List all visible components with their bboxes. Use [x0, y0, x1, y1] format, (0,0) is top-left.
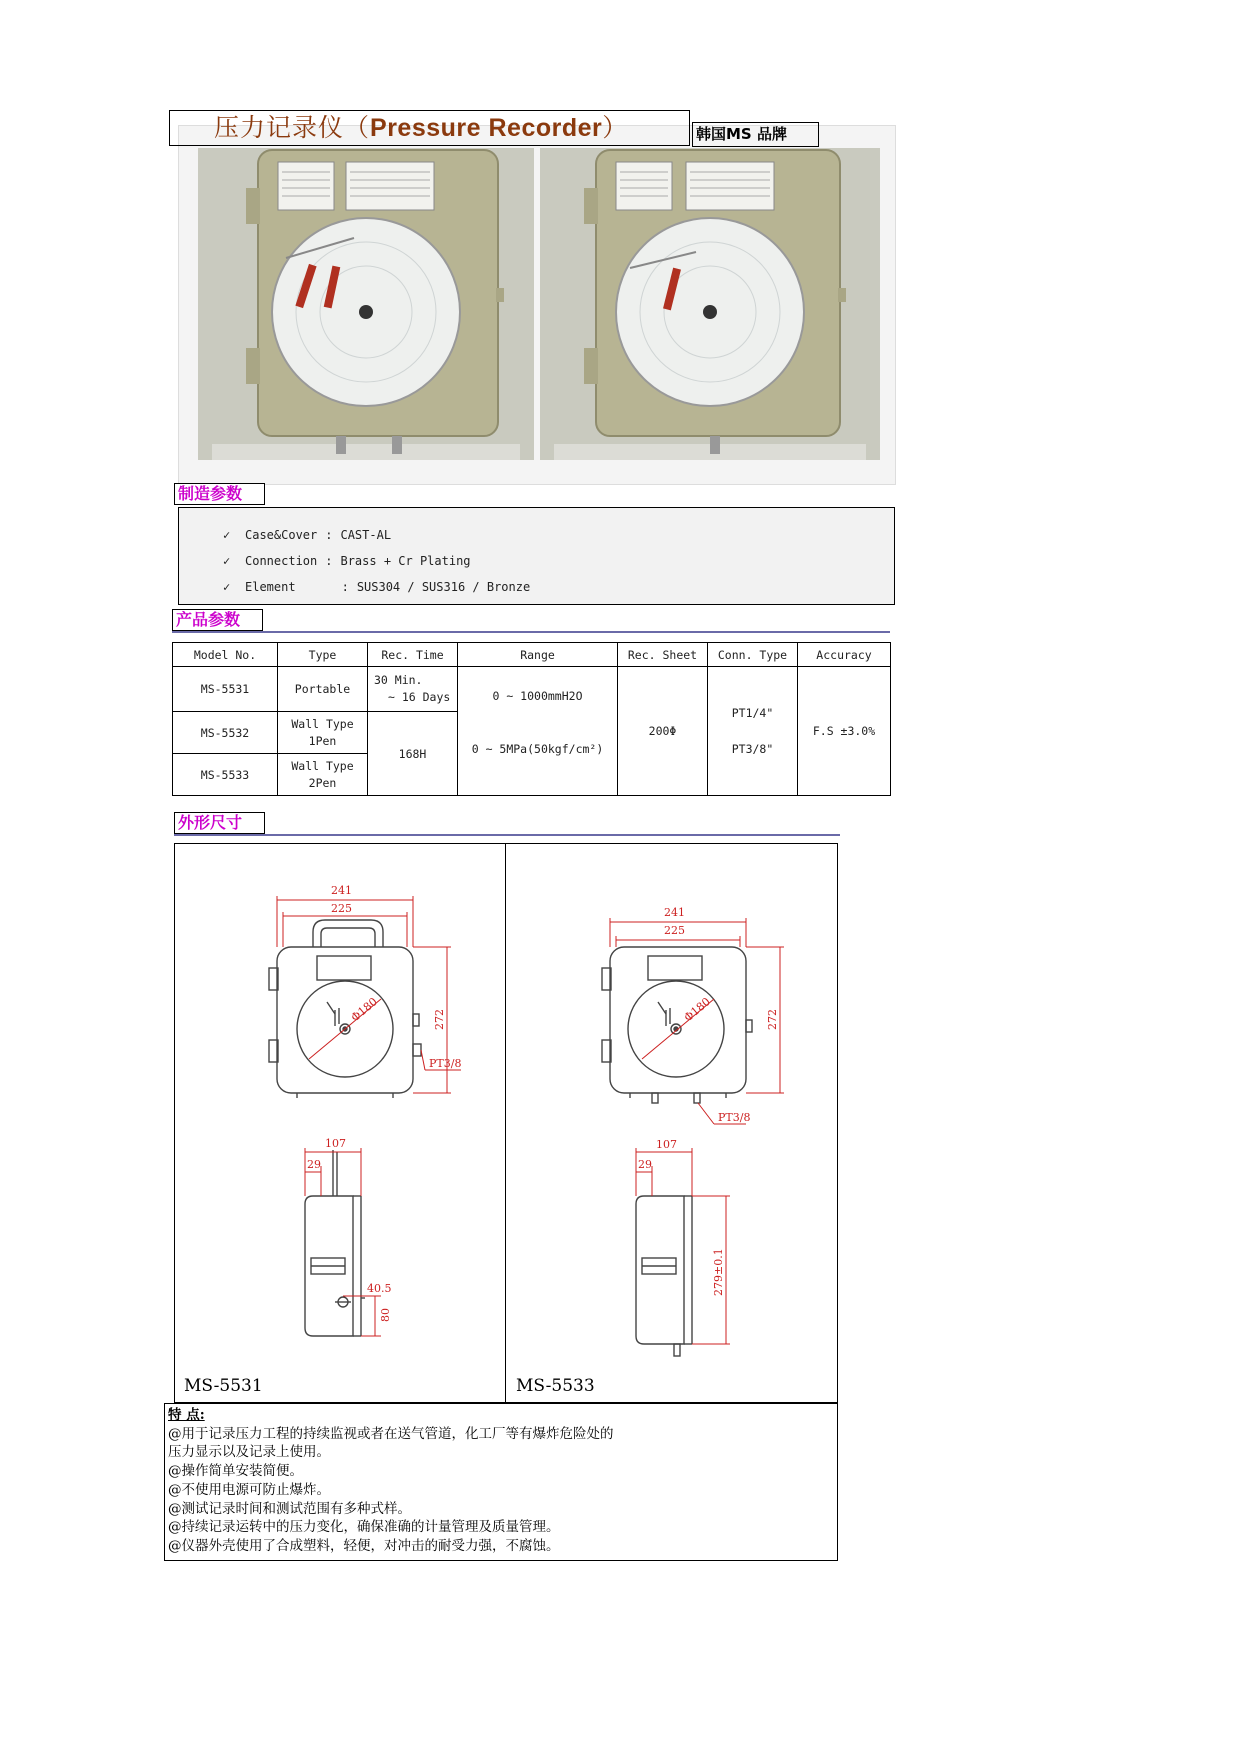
cell-model: MS-5532	[173, 712, 278, 754]
mfg-label: Case&Cover	[245, 528, 318, 542]
mfg-line-case	[223, 528, 391, 542]
cell-accuracy: F.S ±3.0%	[798, 667, 891, 796]
mfg-value: SUS304 / SUS316 / Bronze	[356, 580, 531, 594]
drawing-caption-left: MS-5531	[184, 1376, 263, 1396]
cell-type	[278, 712, 368, 754]
col-header: Accuracy	[798, 643, 891, 667]
conn-line-1: PT1/4"	[731, 706, 774, 720]
title-cn: 压力记录仪（	[214, 113, 371, 142]
dim-225: 225	[331, 902, 352, 915]
table-header-row	[173, 643, 891, 667]
section-rule	[172, 631, 890, 633]
cell-range-1: 0 ~ 1000mmH2O	[458, 667, 618, 712]
dim-225: 225	[664, 924, 685, 937]
dim-pt: PT3/8	[718, 1111, 751, 1124]
cell-time-shared: 168H	[368, 712, 458, 796]
type-line-2: 2Pen	[308, 775, 337, 790]
dim-pt: PT3/8	[429, 1057, 462, 1070]
dim-diameter: Φ180	[681, 995, 713, 1025]
section-rule	[174, 834, 840, 836]
dim-29: 29	[638, 1158, 652, 1171]
mfg-params-box	[178, 507, 895, 605]
product-table	[172, 642, 891, 796]
col-header: Rec. Time	[368, 643, 458, 667]
check-icon: ✓	[223, 580, 231, 594]
time-line-2: ~ 16 Days	[388, 690, 451, 704]
feature-line: @操作简单安装简便。	[168, 1463, 303, 1480]
drawing-ms-5531-side-view	[175, 1130, 505, 1380]
cell-model: MS-5531	[173, 667, 278, 712]
col-header: Model No.	[173, 643, 278, 667]
page-title	[169, 110, 690, 146]
dim-80: 80	[379, 1308, 392, 1322]
check-icon: ✓	[223, 528, 231, 542]
section-product-params: 产品参数	[172, 609, 263, 631]
dim-241: 241	[331, 884, 352, 897]
cell-sheet: 200Φ	[618, 667, 708, 796]
mfg-label: Connection	[245, 554, 318, 568]
feature-line: @不使用电源可防止爆炸。	[168, 1481, 330, 1498]
title-en: Pressure Recorder	[370, 114, 603, 142]
drawing-caption-right: MS-5533	[516, 1376, 595, 1396]
mfg-line-connection	[223, 554, 471, 568]
type-line-2: 1Pen	[308, 733, 337, 748]
dim-107: 107	[325, 1137, 346, 1150]
dim-241: 241	[664, 906, 685, 919]
drawing-ms-5533-front	[506, 844, 836, 1134]
col-header: Type	[278, 643, 368, 667]
section-mfg-params: 制造参数	[174, 483, 265, 505]
type-line-1: Wall Type	[291, 758, 354, 773]
check-icon: ✓	[223, 554, 231, 568]
type-line-1: Wall Type	[291, 716, 354, 731]
mfg-sep: :	[325, 554, 333, 568]
col-header: Rec. Sheet	[618, 643, 708, 667]
cell-model: MS-5533	[173, 754, 278, 796]
cell-type: Portable	[278, 667, 368, 712]
feature-line: @用于记录压力工程的持续监视或者在送气管道，化工厂等有爆炸危险处的	[168, 1425, 614, 1442]
mfg-line-element	[223, 580, 530, 594]
time-line-1: 30 Min.	[374, 673, 423, 687]
cell-time	[368, 667, 458, 712]
dim-40-5: 40.5	[367, 1282, 392, 1295]
drawing-ms-5533-side-view	[506, 1140, 836, 1376]
cell-range-2: 0 ~ 5MPa(50kgf/cm²)	[458, 712, 618, 796]
feature-line: @测试记录时间和测试范围有多种式样。	[168, 1500, 411, 1517]
brand-label: 韩国MS 品牌	[692, 122, 819, 147]
cell-conn	[708, 667, 798, 796]
dim-107: 107	[656, 1140, 677, 1151]
product-photo-wall-type	[540, 148, 880, 460]
features-heading: 特 点:	[168, 1407, 205, 1423]
conn-line-2: PT3/8"	[731, 742, 774, 756]
mfg-value: Brass + Cr Plating	[340, 554, 471, 568]
mfg-value: CAST-AL	[340, 528, 392, 542]
cell-type	[278, 754, 368, 796]
mfg-label: Element	[245, 580, 296, 594]
dim-272: 272	[433, 1009, 446, 1030]
dim-272: 272	[766, 1009, 779, 1030]
feature-line: 压力显示以及记录上使用。	[168, 1444, 330, 1461]
title-close: ）	[602, 113, 629, 142]
dim-29: 29	[307, 1158, 321, 1171]
feature-line: @持续记录运转中的压力变化，确保准确的计量管理及质量管理。	[168, 1519, 560, 1536]
product-photo-portable	[198, 148, 534, 460]
section-dimensions: 外形尺寸	[174, 812, 265, 834]
mfg-sep: :	[341, 580, 349, 594]
col-header: Conn. Type	[708, 643, 798, 667]
table-row	[173, 667, 891, 712]
dim-279: 279±0.1	[712, 1248, 725, 1296]
mfg-sep: :	[325, 528, 333, 542]
dim-diameter: Φ180	[348, 995, 380, 1025]
col-header: Range	[458, 643, 618, 667]
feature-line: @仪器外壳使用了合成塑料，轻便，对冲击的耐受力强，不腐蚀。	[168, 1537, 560, 1554]
features-box	[164, 1403, 838, 1561]
